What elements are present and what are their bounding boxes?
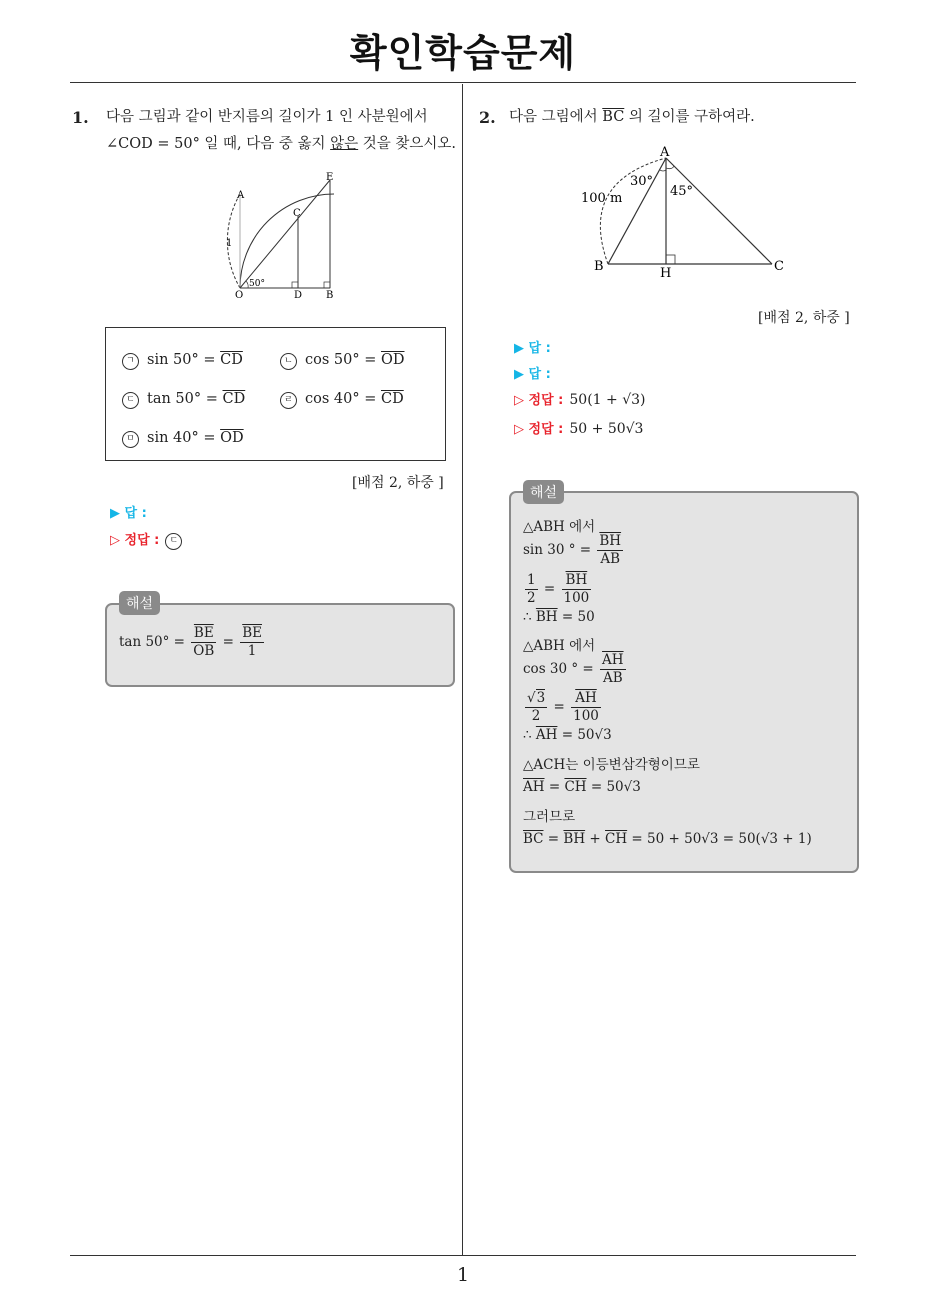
choice-4[interactable]: ㄹ $\cos 40^\circ = \overline{CD}$	[280, 391, 404, 409]
question-2-correct-answer-1: ▷ 정답 : 50(1 + √3)	[514, 392, 646, 408]
label-E: E	[326, 172, 334, 183]
label-angle: 50°	[249, 279, 265, 289]
solution-2-line-6: cos 30 ° = $\frac{\overline{AH}}{AB}$	[523, 652, 624, 686]
solution-2-line-1: △ABH 에서	[523, 519, 596, 535]
label-B: B	[326, 290, 334, 301]
page-title: 확인학습문제	[349, 31, 577, 75]
solution-2-line-10: $\overline{AH} = \overline{CH} = 50√3$	[523, 779, 641, 795]
question-2-number: 2.	[479, 108, 496, 127]
question-2-solution-box	[509, 491, 859, 873]
bottom-rule	[70, 1255, 856, 1256]
solution-2-line-5: △ABH 에서	[523, 638, 596, 654]
label-D: D	[294, 290, 303, 301]
choices-box	[105, 327, 446, 461]
label-O: O	[235, 290, 244, 301]
question-2-solution-tag: 해설	[523, 480, 564, 504]
solution-2-line-11: 그러므로	[523, 809, 576, 825]
question-2-text: 다음 그림에서 $\overline{BC}$ 의 길이를 구하여라.	[509, 109, 755, 125]
quarter-circle-figure	[222, 168, 352, 304]
question-1-text	[106, 104, 456, 158]
question-2-answer-label-2: ▶ 답 :	[514, 367, 551, 382]
question-1-correct-answer: ▷ 정답 : ㄷ	[110, 529, 190, 550]
column-divider	[462, 84, 463, 1256]
question-1-score: [배점 2, 하중 ]	[352, 475, 444, 491]
solution-2-line-2: sin 30 ° = $\frac{\overline{BH}}{AB}$	[523, 533, 622, 567]
label-length: 100 m	[581, 191, 623, 206]
question-2-answer-label-1: ▶ 답 :	[514, 341, 551, 356]
choice-3[interactable]: ㄷ $\tan 50^\circ = \overline{CD}$	[122, 391, 245, 409]
question-1-number: 1.	[72, 108, 89, 127]
question-1-solution-box	[105, 603, 455, 687]
top-rule	[70, 82, 856, 83]
label-angle-45: 45°	[670, 184, 694, 199]
choice-2[interactable]: ㄴ $\cos 50^\circ = \overline{OD}$	[280, 352, 405, 370]
solution-2-line-4: ∴ $\overline{BH} = 50$	[523, 609, 595, 625]
question-1-answer-label: ▶ 답 :	[110, 506, 147, 521]
solution-2-line-12: $\overline{BC} = \overline{BH} + \overline{CH} = 50 + 50√3 = 50(√3 + 1)$	[523, 831, 812, 847]
solution-2-line-8: ∴ $\overline{AH} = 50√3$	[523, 727, 612, 743]
label-angle-30: 30°	[630, 174, 654, 189]
label-A: A	[660, 145, 670, 160]
correct-choice-mark: ㄷ	[165, 533, 182, 550]
question-1-line-1: 다음 그림과 같이 반지름의 길이가 1 인 사분원에서	[106, 109, 428, 125]
label-C: C	[293, 208, 301, 219]
question-1-solution-tag: 해설	[119, 591, 160, 615]
solution-2-line-7: $\frac{√3}{2}$ = $\frac{\overline{AH}}{100}$	[527, 690, 599, 724]
label-H: H	[660, 266, 672, 281]
page-number: 1	[456, 1264, 470, 1286]
question-1-line-2: ∠COD = 50° 일 때, 다음 중 옳지 않은 것을 찾으시오.	[106, 136, 457, 152]
solution-1-formula: tan 50° = $\frac{\overline{BE}}{OB}$ = $\frac{\overline{BE}}{1}$	[119, 625, 262, 659]
solution-2-line-9: △ACH는 이등변삼각형이므로	[523, 757, 700, 773]
label-B: B	[594, 259, 604, 274]
solution-2-line-3: $\frac{1}{2}$ = $\frac{\overline{BH}}{100}$	[527, 572, 590, 606]
triangle-figure	[578, 142, 798, 280]
label-C: C	[774, 259, 784, 274]
choice-1[interactable]: ㄱ $\sin 50^\circ = \overline{CD}$	[122, 352, 243, 370]
question-2-correct-answer-2: ▷ 정답 : 50 + 50√3	[514, 421, 644, 437]
label-A: A	[237, 190, 245, 201]
question-2-score: [배점 2, 하중 ]	[758, 310, 850, 326]
label-radius: 1	[226, 238, 233, 249]
choice-5[interactable]: ㅁ $\sin 40^\circ = \overline{OD}$	[122, 430, 244, 448]
